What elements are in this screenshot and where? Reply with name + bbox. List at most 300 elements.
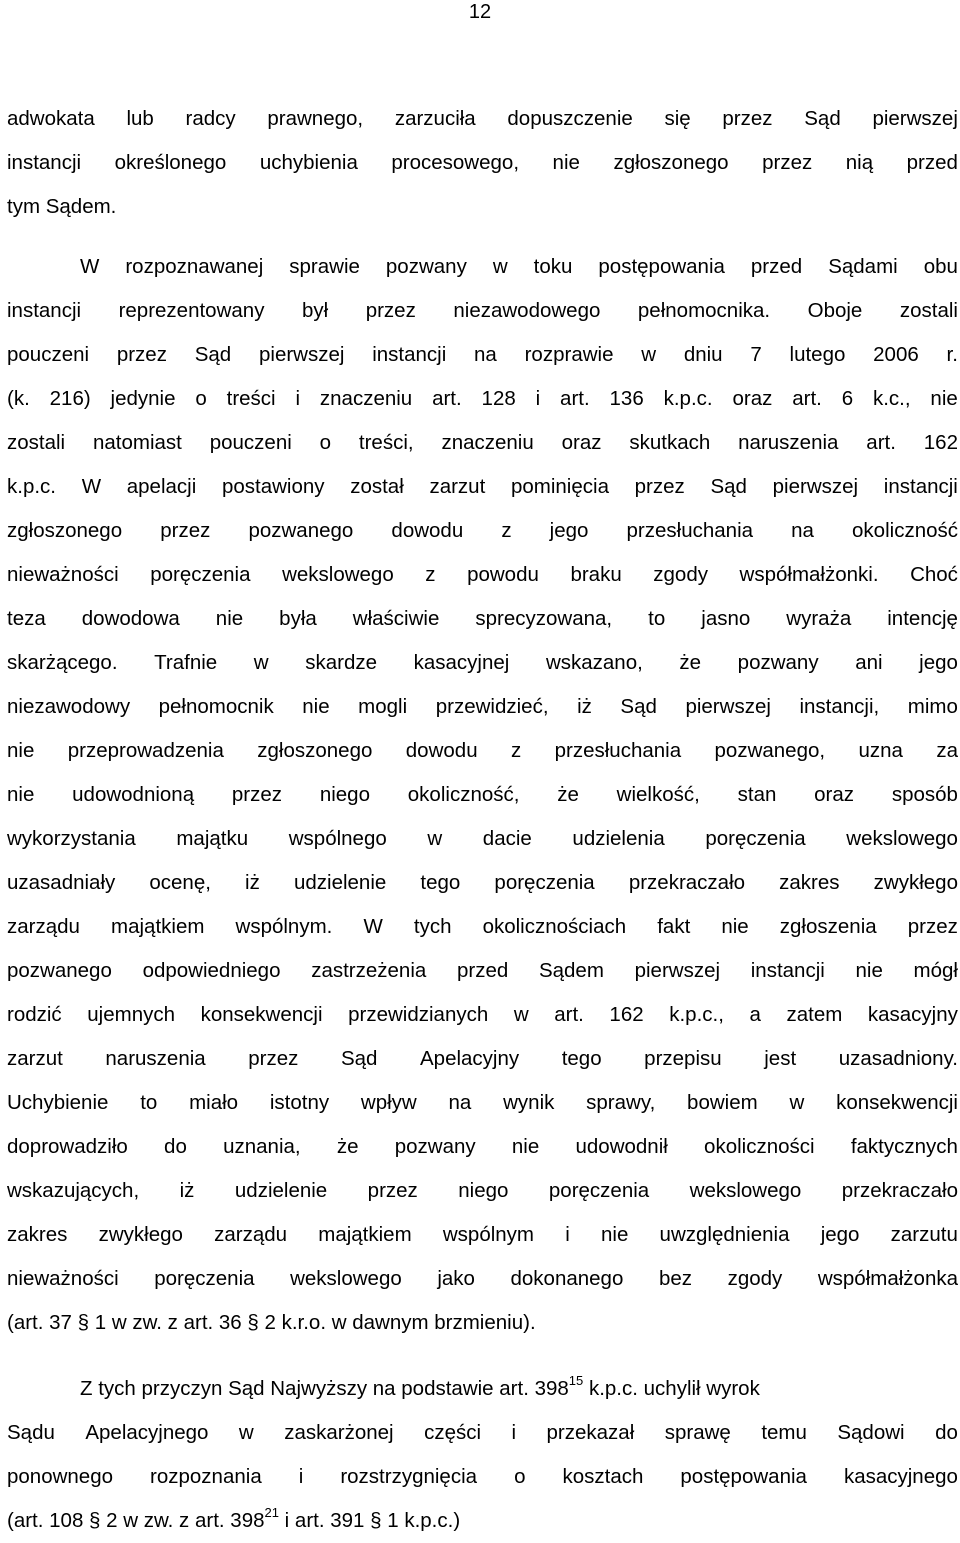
word: zaskarżonej	[284, 1421, 394, 1444]
word: jego	[820, 1223, 860, 1246]
word: instancji	[750, 959, 825, 982]
word: przewidzieć,	[435, 695, 549, 718]
word: zostali	[899, 299, 958, 322]
word: że	[679, 651, 702, 674]
word: powodu	[467, 563, 539, 586]
word: Sąd	[710, 475, 747, 498]
text-line	[7, 1213, 958, 1257]
word: zarzutu	[890, 1223, 958, 1246]
word: dowodu	[391, 519, 464, 542]
word: pozwanego	[248, 519, 354, 542]
word: Sądami	[828, 255, 898, 278]
word: pierwszej	[634, 959, 721, 982]
text-line	[7, 1301, 958, 1345]
word: majątkiem	[111, 915, 205, 938]
word: fakt	[657, 915, 691, 938]
word: Sąd	[340, 1047, 378, 1070]
word: znaczeniu	[319, 387, 413, 410]
word: określonego	[114, 151, 227, 174]
text-line	[7, 993, 958, 1037]
word: wpływ	[360, 1091, 417, 1114]
word: temu	[761, 1421, 807, 1444]
word: nią	[845, 151, 874, 174]
word: sprecyzowana,	[475, 607, 613, 630]
word: z	[425, 563, 436, 586]
word: że	[557, 783, 579, 806]
text-line	[7, 729, 958, 773]
text-line	[7, 377, 958, 421]
word: k.p.c.	[663, 387, 713, 410]
text-line	[7, 465, 958, 509]
text-line-part: (art. 37 § 1 w zw. z art. 36 § 2 k.r.o. w dawnym brzmieniu).	[7, 1311, 536, 1334]
word: Choć	[910, 563, 958, 586]
word: (k.	[7, 387, 30, 410]
word: niego	[458, 1179, 509, 1202]
text-line	[7, 773, 958, 817]
text-line	[7, 1257, 958, 1301]
word: oraz	[814, 783, 855, 806]
word: przez	[160, 519, 211, 542]
word: konsekwencji	[836, 1091, 958, 1114]
word: postępowania	[598, 255, 725, 278]
word: tych	[413, 915, 452, 938]
text-line	[7, 1125, 958, 1169]
word: przez	[365, 299, 416, 322]
word: wskazano,	[545, 651, 643, 674]
word: przekraczało	[628, 871, 746, 894]
word: nieważności	[7, 563, 119, 586]
word: przez	[907, 915, 958, 938]
word: przekraczało	[841, 1179, 958, 1202]
word: r.	[946, 343, 958, 366]
word: pouczeni	[7, 343, 90, 366]
word: adwokata	[7, 107, 95, 130]
word: obu	[923, 255, 958, 278]
text-line	[7, 905, 958, 949]
word: procesowego,	[391, 151, 520, 174]
word: w	[641, 343, 657, 366]
text-line	[7, 1037, 958, 1081]
word: reprezentowany	[118, 299, 265, 322]
text-line	[7, 1455, 958, 1499]
text-line-part: Z tych przyczyn Sąd Najwyższy na podstawie art. $398^{15}$ k.p.c. uchylił wyrok	[80, 1373, 760, 1400]
text-line	[7, 861, 958, 905]
paragraph-1	[7, 97, 958, 229]
text-line	[7, 817, 958, 861]
word: natomiast	[92, 431, 182, 454]
word: poręczenia	[154, 1267, 255, 1290]
word: pierwszej	[772, 475, 859, 498]
word: pierwszej	[685, 695, 771, 718]
word: k.p.c.	[7, 475, 56, 498]
word: jest	[764, 1047, 797, 1070]
word: k.c.,	[872, 387, 911, 410]
word: rozprawie	[524, 343, 614, 366]
word: nie	[600, 1223, 629, 1246]
word: ponownego	[7, 1465, 114, 1488]
word: uznania,	[223, 1135, 301, 1158]
word: Sąd	[620, 695, 657, 718]
word: W	[363, 915, 383, 938]
word: prawnego,	[267, 107, 364, 130]
word: przesłuchania	[626, 519, 754, 542]
word: 7	[750, 343, 762, 366]
word: ocenę,	[149, 871, 211, 894]
word: kosztach	[562, 1465, 644, 1488]
superscript: 15	[568, 1373, 584, 1389]
word: przeprowadzenia	[67, 739, 224, 762]
word: stan	[737, 783, 777, 806]
word: Apelacyjnego	[85, 1421, 209, 1444]
word: to	[140, 1091, 158, 1114]
word: w	[253, 651, 269, 674]
word: sprawę	[664, 1421, 731, 1444]
text-line	[7, 421, 958, 465]
word: wykorzystania	[7, 827, 136, 850]
word: przed	[456, 959, 509, 982]
word: toku	[533, 255, 573, 278]
word: sprawie	[289, 255, 360, 278]
word: że	[336, 1135, 359, 1158]
word: mogli	[358, 695, 408, 718]
word: niezawodowego	[453, 299, 601, 322]
word: w	[492, 255, 508, 278]
word: pominięcia	[510, 475, 609, 498]
word: dopuszczenie	[507, 107, 633, 130]
word: 128	[481, 387, 516, 410]
text-line	[7, 685, 958, 729]
word: była	[279, 607, 317, 630]
word: niezawodowy	[7, 695, 131, 718]
word: W	[81, 475, 102, 498]
word: wekslowego	[290, 1267, 402, 1290]
word: kasacyjnego	[843, 1465, 958, 1488]
word: okoliczność	[852, 519, 958, 542]
word: pozwanego	[7, 959, 112, 982]
word: z	[501, 519, 512, 542]
word: Sądowi	[837, 1421, 905, 1444]
word: współmałżonka	[817, 1267, 958, 1290]
word: przez	[634, 475, 685, 498]
word: dowodu	[405, 739, 478, 762]
paragraph-2	[7, 245, 958, 1345]
word: postępowania	[680, 1465, 807, 1488]
word: przez	[116, 343, 167, 366]
word: dacie	[482, 827, 532, 850]
word: bez	[658, 1267, 692, 1290]
word: 6	[841, 387, 854, 410]
word: instancji	[7, 151, 82, 174]
word: wekslowego	[846, 827, 958, 850]
word: jego	[549, 519, 589, 542]
word: sposób	[891, 783, 958, 806]
word: faktycznych	[850, 1135, 958, 1158]
word: zarzut	[429, 475, 486, 498]
text-line	[7, 1081, 958, 1125]
text-line	[7, 1411, 958, 1455]
word: iż	[577, 695, 592, 718]
word: zgody	[727, 1267, 783, 1290]
word: przewidzianych	[348, 1003, 489, 1026]
word: poręczenia	[150, 563, 251, 586]
word: przesłuchania	[554, 739, 682, 762]
word: nie	[302, 695, 330, 718]
word: skarżącego.	[7, 651, 118, 674]
word: jako	[437, 1267, 475, 1290]
word: nie	[552, 151, 580, 174]
word: skutkach	[629, 431, 711, 454]
word: intencję	[887, 607, 958, 630]
text-line	[7, 1169, 958, 1213]
word: pozwanego,	[714, 739, 826, 762]
word: Sądem	[538, 959, 604, 982]
word: zarzuciła	[394, 107, 476, 130]
word: Uchybienie	[7, 1091, 109, 1114]
word: właściwie	[352, 607, 440, 630]
word: pierwszej	[872, 107, 958, 130]
word: na	[474, 343, 497, 366]
word: odpowiedniego	[142, 959, 281, 982]
word: to	[648, 607, 666, 630]
word: w	[789, 1091, 805, 1114]
word: naruszenia	[105, 1047, 206, 1070]
word: nie	[930, 387, 958, 410]
word: i	[295, 387, 301, 410]
word: poręczenia	[705, 827, 806, 850]
word: okoliczność,	[407, 783, 520, 806]
page-number: 12	[468, 1, 492, 23]
word: Apelacyjny	[420, 1047, 520, 1070]
word: a	[749, 1003, 761, 1026]
word: zgłoszonego	[7, 519, 123, 542]
text-line	[7, 245, 958, 289]
word: kasacyjny	[867, 1003, 958, 1026]
word: jego	[919, 651, 958, 674]
word: przez	[248, 1047, 299, 1070]
word: uwzględnienia	[659, 1223, 790, 1246]
word: pełnomocnika.	[637, 299, 771, 322]
word: zgody	[653, 563, 708, 586]
text-line	[7, 509, 958, 553]
word: udowodnioną	[72, 783, 195, 806]
word: iż	[179, 1179, 195, 1202]
word: ujemnych	[87, 1003, 176, 1026]
word: wspólnym	[442, 1223, 535, 1246]
word: pełnomocnik	[158, 695, 274, 718]
word: treści,	[358, 431, 414, 454]
word: i	[298, 1465, 304, 1488]
word: wspólnym.	[235, 915, 333, 938]
word: Trafnie	[154, 651, 218, 674]
word: uzasadniony.	[838, 1047, 958, 1070]
word: o	[514, 1465, 526, 1488]
word: się	[664, 107, 691, 130]
word: wynik	[503, 1091, 555, 1114]
word: i	[511, 1421, 517, 1444]
word: zostali	[7, 431, 66, 454]
word: zarządu	[7, 915, 80, 938]
word: pozwany	[394, 1135, 476, 1158]
word: art.	[432, 387, 462, 410]
word: nie	[7, 783, 35, 806]
word: zakres	[7, 1223, 68, 1246]
word: nie	[855, 959, 883, 982]
word: w	[513, 1003, 529, 1026]
word: jasno	[701, 607, 751, 630]
word: był	[301, 299, 329, 322]
word: teza	[7, 607, 46, 630]
word: zakres	[779, 871, 840, 894]
word: lutego	[789, 343, 846, 366]
word: instancji	[372, 343, 447, 366]
word: dokonanego	[510, 1267, 624, 1290]
text-line	[7, 949, 958, 993]
word: bowiem	[687, 1091, 758, 1114]
word: za	[936, 739, 958, 762]
word: Sąd	[194, 343, 232, 366]
text-line	[7, 641, 958, 685]
word: z	[510, 739, 522, 762]
word: uzasadniały	[7, 871, 116, 894]
word: przed	[750, 255, 803, 278]
word: wekslowego	[282, 563, 394, 586]
word: udowodnił	[575, 1135, 668, 1158]
word: przekazał	[546, 1421, 635, 1444]
word: instancji	[7, 299, 82, 322]
word: pozwany	[737, 651, 819, 674]
word: kasacyjnej	[413, 651, 510, 674]
word: przepisu	[644, 1047, 722, 1070]
word: miało	[189, 1091, 239, 1114]
text-line-part: tym Sądem.	[7, 195, 117, 218]
word: wyraża	[786, 607, 852, 630]
word: w	[427, 827, 443, 850]
word: nie	[721, 915, 749, 938]
word: konsekwencji	[200, 1003, 323, 1026]
word: do	[164, 1135, 187, 1158]
word: 216)	[49, 387, 91, 410]
word: o	[319, 431, 332, 454]
word: okoliczności	[704, 1135, 815, 1158]
word: art.	[792, 387, 822, 410]
word: tego	[420, 871, 461, 894]
text-line	[7, 289, 958, 333]
word: na	[448, 1091, 472, 1114]
word: poręczenia	[548, 1179, 650, 1202]
word: instancji,	[799, 695, 880, 718]
word: niego	[319, 783, 370, 806]
word: naruszenia	[738, 431, 839, 454]
word: ani	[855, 651, 883, 674]
text-line	[7, 553, 958, 597]
word: 136	[609, 387, 644, 410]
word: pierwszej	[258, 343, 345, 366]
word: wspólnego	[288, 827, 387, 850]
word: rozpoznania	[150, 1465, 262, 1488]
word: na	[791, 519, 814, 542]
word: współmałżonki.	[739, 563, 879, 586]
word: oraz	[561, 431, 602, 454]
word: lub	[126, 107, 154, 130]
word: oraz	[732, 387, 773, 410]
superscript: 21	[264, 1505, 279, 1521]
word: zgłoszonego	[257, 739, 373, 762]
word: zarzut	[7, 1047, 63, 1070]
word: i	[565, 1223, 570, 1246]
word: Sądu	[7, 1421, 55, 1444]
word: majątkiem	[318, 1223, 412, 1246]
word: W	[80, 255, 100, 278]
word: k.p.c.,	[669, 1003, 724, 1026]
word: dniu	[683, 343, 723, 366]
word: pouczeni	[209, 431, 292, 454]
word: i	[535, 387, 541, 410]
word: udzielenie	[293, 871, 387, 894]
word: 2006	[873, 343, 919, 366]
word: instancji	[883, 475, 958, 498]
word: udzielenia	[572, 827, 665, 850]
word: Sąd	[804, 107, 841, 130]
word: wskazujących,	[7, 1179, 140, 1202]
word: w	[238, 1421, 254, 1444]
word: 162	[609, 1003, 644, 1026]
word: znaczeniu	[441, 431, 534, 454]
word: nieważności	[7, 1267, 119, 1290]
word: zastrzeżenia	[311, 959, 427, 982]
text-line-part: (art. 108 § 2 w zw. z art. $398^{21}$ i art. 391 § 1 k.p.c.)	[7, 1505, 461, 1532]
word: Oboje	[807, 299, 863, 322]
word: udzielenie	[234, 1179, 328, 1202]
word: rozstrzygnięcia	[340, 1465, 478, 1488]
word: przez	[722, 107, 773, 130]
word: poręczenia	[494, 871, 595, 894]
word: mimo	[907, 695, 958, 718]
word: wekslowego	[689, 1179, 802, 1202]
word: jedynie	[110, 387, 176, 410]
word: zwykłego	[873, 871, 958, 894]
word: części	[424, 1421, 482, 1444]
word: tego	[561, 1047, 602, 1070]
paragraph-3	[7, 1367, 958, 1543]
text-line	[7, 333, 958, 377]
word: został	[350, 475, 404, 498]
word: dowodowa	[81, 607, 180, 630]
text-line	[7, 597, 958, 641]
word: uzna	[858, 739, 903, 762]
text-line	[7, 97, 958, 141]
word: nie	[511, 1135, 540, 1158]
word: treści	[226, 387, 276, 410]
word: nie	[215, 607, 244, 630]
text-line	[7, 1499, 958, 1543]
word: istotny	[269, 1091, 330, 1114]
word: przez	[231, 783, 283, 806]
word: wielkość,	[616, 783, 700, 806]
word: majątku	[176, 827, 249, 850]
word: przez	[367, 1179, 418, 1202]
word: art.	[560, 387, 590, 410]
word: apelacji	[126, 475, 197, 498]
word: braku	[570, 563, 622, 586]
word: mógł	[913, 959, 958, 982]
word: pozwany	[385, 255, 467, 278]
word: skardze	[305, 651, 377, 674]
word: iż	[245, 871, 260, 894]
word: 162	[923, 431, 958, 454]
word: przed	[906, 151, 958, 174]
word: uchybienia	[259, 151, 358, 174]
word: radcy	[185, 107, 236, 130]
